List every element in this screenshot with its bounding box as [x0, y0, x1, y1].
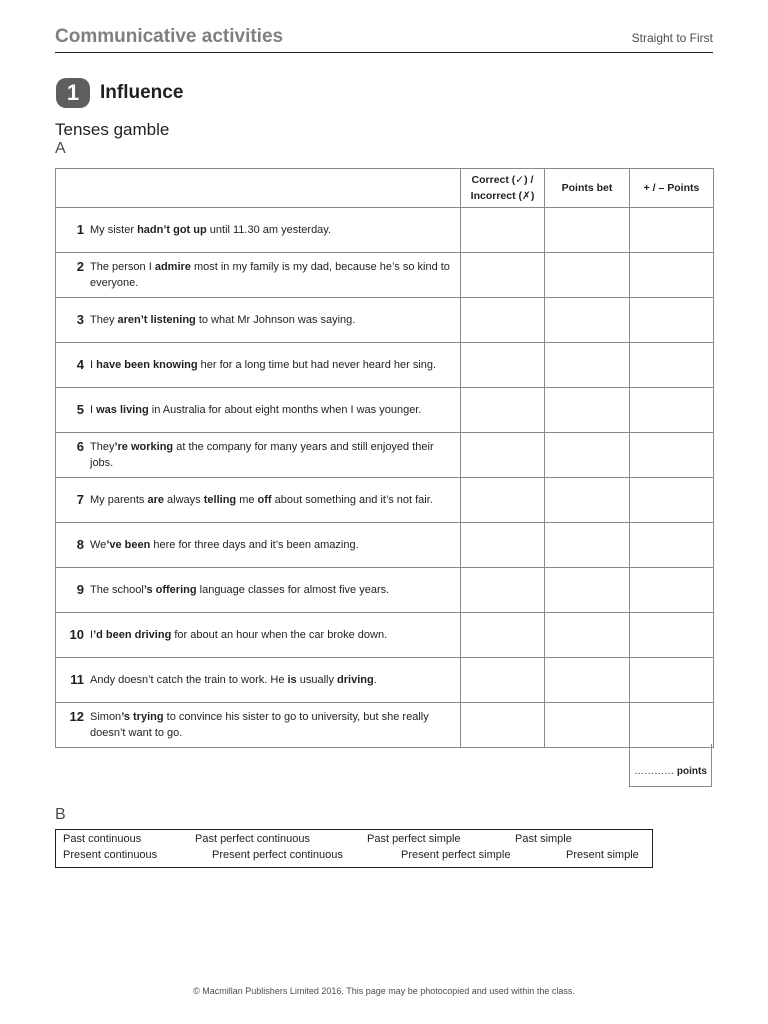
points-bet-cell[interactable] — [545, 208, 630, 253]
correct-incorrect-cell[interactable] — [461, 478, 545, 523]
unit-number-badge: 1 — [56, 78, 90, 108]
sentence-number: 1 — [76, 222, 84, 237]
highlighted-verb: was living — [96, 404, 149, 416]
sentence-fragment: We — [90, 539, 107, 551]
sentence-fragment: Andy doesn’t catch the train to work. He — [90, 674, 288, 686]
points-bet-column-header: Points bet — [545, 169, 630, 208]
sentence-cell — [56, 298, 461, 343]
table-row — [56, 568, 714, 613]
table-row — [56, 703, 714, 748]
plus-minus-points-cell[interactable] — [630, 343, 714, 388]
tense-option: Past continuous — [63, 833, 142, 845]
points-bet-cell[interactable] — [545, 658, 630, 703]
highlighted-verb: have been knowing — [96, 359, 198, 371]
sentence-number: 12 — [69, 709, 84, 724]
part-a-label: A — [55, 140, 66, 157]
sentence-text — [90, 709, 450, 741]
sentence-cell — [56, 253, 461, 298]
sentence-number: 9 — [76, 582, 84, 597]
points-bet-cell[interactable] — [545, 433, 630, 478]
correct-incorrect-cell[interactable] — [461, 658, 545, 703]
correct-incorrect-column-header — [461, 169, 545, 208]
sentence-fragment: They — [90, 441, 115, 453]
sentence-text — [90, 402, 450, 418]
correct-incorrect-cell[interactable] — [461, 343, 545, 388]
points-bet-cell[interactable] — [545, 613, 630, 658]
correct-incorrect-cell[interactable] — [461, 388, 545, 433]
table-row — [56, 208, 714, 253]
header-divider — [55, 52, 713, 53]
correct-incorrect-cell[interactable] — [461, 208, 545, 253]
activity-title — [55, 120, 169, 158]
sentence-fragment: The school — [90, 584, 144, 596]
highlighted-verb: off — [257, 494, 272, 506]
unit-title: Influence — [100, 82, 184, 103]
sentence-number: 8 — [76, 537, 84, 552]
correct-incorrect-cell[interactable] — [461, 253, 545, 298]
sentence-fragment: to convince his sister to go to university, but she really doesn’t want to go. — [90, 711, 429, 739]
total-points-label: points — [676, 766, 707, 777]
highlighted-verb: hadn’t got up — [137, 224, 207, 236]
tenses-gamble-table — [55, 168, 714, 748]
total-points-dots: ………… — [634, 766, 675, 777]
sentence-fragment: I — [90, 359, 97, 371]
sentence-number: 10 — [69, 627, 84, 642]
sentence-wrapper — [56, 627, 460, 643]
sentence-fragment: Simon — [90, 711, 122, 723]
sentence-text — [90, 537, 450, 553]
plus-minus-points-column-header: + / – Points — [630, 169, 714, 208]
sentence-fragment: language classes for almost five years. — [196, 584, 390, 596]
plus-minus-points-cell[interactable] — [630, 613, 714, 658]
correct-incorrect-cell[interactable] — [461, 568, 545, 613]
sentence-wrapper — [56, 402, 460, 418]
sentence-wrapper — [56, 672, 460, 688]
sentence-text — [90, 259, 450, 291]
sentence-wrapper — [56, 582, 460, 598]
sentence-cell — [56, 208, 461, 253]
highlighted-verb: ’re working — [114, 441, 174, 453]
sentence-text — [90, 627, 450, 643]
sentence-number: 6 — [76, 439, 84, 454]
copyright-footer: © Macmillan Publishers Limited 2016. This page may be photocopied and used within the class. — [193, 986, 575, 996]
plus-minus-points-cell[interactable] — [630, 253, 714, 298]
correct-incorrect-cell[interactable] — [461, 613, 545, 658]
plus-minus-points-cell[interactable] — [630, 523, 714, 568]
table-row — [56, 388, 714, 433]
points-bet-cell[interactable] — [545, 343, 630, 388]
sentence-wrapper — [56, 709, 460, 741]
plus-minus-points-cell[interactable] — [630, 298, 714, 343]
table-row — [56, 613, 714, 658]
table-row — [56, 523, 714, 568]
tense-option: Present perfect simple — [401, 849, 511, 861]
header-title: Communicative activities — [55, 26, 284, 47]
sentence-cell — [56, 568, 461, 613]
sentence-wrapper — [56, 537, 460, 553]
points-bet-cell[interactable] — [545, 478, 630, 523]
total-points-cell[interactable] — [629, 744, 712, 787]
sentence-fragment: always — [164, 494, 204, 506]
sentence-fragment: here for three days and it’s been amazing. — [150, 539, 359, 551]
table-row — [56, 298, 714, 343]
sentence-number: 7 — [76, 492, 84, 507]
highlighted-verb: is — [287, 674, 297, 686]
highlighted-verb: are — [147, 494, 164, 506]
sentence-wrapper — [56, 259, 460, 291]
highlighted-verb: ’s offering — [143, 584, 197, 596]
sentence-fragment: My parents — [90, 494, 148, 506]
sentence-number: 3 — [76, 312, 84, 327]
sentence-number: 4 — [76, 357, 84, 372]
tense-option: Present perfect continuous — [212, 849, 343, 861]
correct-incorrect-cell[interactable] — [461, 298, 545, 343]
tense-option: Past perfect simple — [367, 833, 461, 845]
table-row — [56, 658, 714, 703]
header-book-title: Straight to First — [631, 31, 713, 45]
highlighted-verb: aren’t listening — [117, 314, 196, 326]
sentence-fragment: . — [373, 674, 377, 686]
sentence-fragment: in Australia for about eight months when I was younger. — [148, 404, 422, 416]
table-row — [56, 343, 714, 388]
points-bet-cell[interactable] — [545, 253, 630, 298]
sentence-wrapper — [56, 439, 460, 471]
sentence-text — [90, 222, 450, 238]
plus-minus-points-cell[interactable] — [630, 478, 714, 523]
part-b-label: B — [55, 806, 66, 823]
sentence-cell — [56, 658, 461, 703]
correct-header-line2: Incorrect (✗) — [470, 190, 535, 202]
correct-header-line1: Correct (✓) / — [471, 174, 534, 186]
highlighted-verb: admire — [154, 261, 191, 273]
table-row — [56, 478, 714, 523]
table-header-row — [56, 169, 714, 208]
plus-minus-points-cell[interactable] — [630, 388, 714, 433]
table-row — [56, 433, 714, 478]
plus-minus-points-cell[interactable] — [630, 658, 714, 703]
sentence-column-header — [56, 169, 461, 208]
highlighted-verb: ’ve been — [106, 539, 151, 551]
tense-option: Past simple — [515, 833, 572, 845]
sentence-fragment: I — [90, 629, 94, 641]
points-bet-cell[interactable] — [545, 523, 630, 568]
plus-minus-points-cell[interactable] — [630, 433, 714, 478]
sentence-text — [90, 672, 450, 688]
sentence-cell — [56, 478, 461, 523]
highlighted-verb: ’s trying — [121, 711, 164, 723]
points-bet-cell[interactable] — [545, 568, 630, 613]
sentence-cell — [56, 703, 461, 748]
sentence-wrapper — [56, 222, 460, 238]
table-body — [56, 208, 714, 748]
tense-options-box — [55, 829, 653, 868]
sentence-cell — [56, 343, 461, 388]
sentence-fragment: to what Mr Johnson was saying. — [195, 314, 356, 326]
sentence-text — [90, 357, 450, 373]
tense-option: Present continuous — [63, 849, 158, 861]
points-bet-cell[interactable] — [545, 388, 630, 433]
sentence-fragment: about something and it’s not fair. — [271, 494, 433, 506]
sentence-cell — [56, 388, 461, 433]
sentence-number: 11 — [70, 672, 84, 687]
sentence-number: 5 — [76, 402, 84, 417]
sentence-number: 2 — [76, 259, 84, 274]
points-bet-cell[interactable] — [545, 298, 630, 343]
sentence-text — [90, 492, 450, 508]
sentence-fragment: The person I — [90, 261, 155, 273]
sentence-cell — [56, 613, 461, 658]
sentence-text — [90, 439, 450, 471]
table-row — [56, 253, 714, 298]
activity-title-text: Tenses gamble — [55, 120, 170, 139]
sentence-wrapper — [56, 357, 460, 373]
highlighted-verb: driving — [337, 674, 374, 686]
sentence-wrapper — [56, 312, 460, 328]
sentence-cell — [56, 523, 461, 568]
sentence-fragment: her for a long time but had never heard her sing. — [197, 359, 437, 371]
sentence-fragment: me — [236, 494, 258, 506]
highlighted-verb: ’d been driving — [93, 629, 172, 641]
sentence-fragment: My sister — [90, 224, 138, 236]
sentence-fragment: usually — [296, 674, 338, 686]
plus-minus-points-cell[interactable] — [630, 208, 714, 253]
sentence-text — [90, 582, 450, 598]
sentence-fragment: until 11.30 am yesterday. — [206, 224, 332, 236]
sentence-fragment: at the company for many years and still enjoyed their jobs. — [90, 441, 434, 469]
points-bet-cell[interactable] — [545, 703, 630, 748]
sentence-cell — [56, 433, 461, 478]
sentence-wrapper — [56, 492, 460, 508]
highlighted-verb: telling — [203, 494, 237, 506]
correct-incorrect-cell[interactable] — [461, 523, 545, 568]
tense-option: Present simple — [566, 849, 639, 861]
sentence-fragment: most in my family is my dad, because he’s so kind to everyone. — [90, 261, 450, 289]
sentence-fragment: I — [90, 404, 97, 416]
sentence-fragment: for about an hour when the car broke down. — [171, 629, 388, 641]
correct-incorrect-cell[interactable] — [461, 433, 545, 478]
sentence-fragment: They — [90, 314, 118, 326]
correct-incorrect-cell[interactable] — [461, 703, 545, 748]
sentence-text — [90, 312, 450, 328]
plus-minus-points-cell[interactable] — [630, 568, 714, 613]
tense-option: Past perfect continuous — [195, 833, 310, 845]
plus-minus-points-cell[interactable] — [630, 703, 714, 748]
